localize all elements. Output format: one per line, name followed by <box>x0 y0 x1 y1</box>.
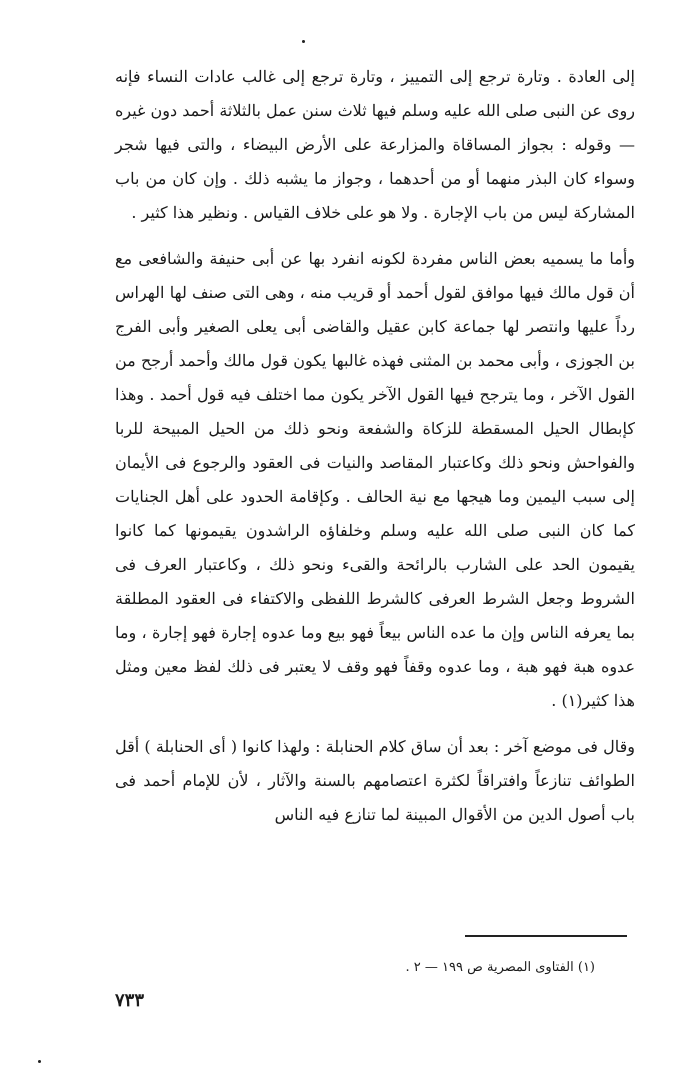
top-dot <box>302 40 305 43</box>
footnote: (١) الفتاوى المصرية ص ١٩٩ — ٢ . <box>405 960 595 975</box>
footnote-divider <box>465 935 627 937</box>
page-number: ٧٣٣ <box>115 990 145 1011</box>
paragraph-2: وأما ما يسميه بعض الناس مفردة لكونه انفرد بها عن أبى حنيفة والشافعى مع أن قول مالك فيها موافق لقول أحمد أو قريب منه ، وهى التى صنف لها الهراس رداً عليها وانتصر لها جماعة كابن عقيل والقاضى أبى يعلى الصغير وأبى الفرج بن الجوزى ، وأبى محمد بن المثنى فهذه غالبها يكون قول مالك وأحمد أرجح من القول الآخر ، وما يترجح فيها القول الآخر يكون مما اختلف فيه قول أحمد . وهذا كإبطال الحيل المسقطة للزكاة والشفعة ونحو ذلك من الحيل المبيحة للربا والفواحش ونحو ذلك وكاعتبار المقاصد والنيات فى العقود والرجوع فى الأيمان إلى سبب اليمين وما هيجها مع نية الحالف . وكإقامة الحدود على أهل الجنايات كما كان النبى صلى الله عليه وسلم وخلفاؤه الراشدون يقيمونها كما كانوا يقيمون الحد على الشارب بالرائحة والقىء ونحو ذلك ، وكاعتبار العرف فى الشروط وجعل الشرط العرفى كالشرط اللفظى والاكتفاء فى العقود المطلقة بما يعرفه الناس وإن ما عده الناس بيعاً فهو بيع وما عدوه إجارة فهو إجارة ، وما عدوه هبة فهو هبة ، وما عدوه وقفاً فهو وقف لا يعتبر فى ذلك لفظ معين ومثل هذا كثير(١) . <box>115 249 635 710</box>
paragraph-3: وقال فى موضع آخر : بعد أن ساق كلام الحنابلة : ولهذا كانوا ( أى الحنابلة ) أقل الطوائف تنازعاً وافتراقاً لكثرة اعتصامهم بالسنة والآثار ، لأن للإمام أحمد فى باب أصول الدين من الأقوال المبينة لما تنازع فيه الناس <box>115 737 635 824</box>
page-body <box>115 60 635 832</box>
bottom-dot <box>38 1060 41 1063</box>
paragraph-1: إلى العادة . وتارة ترجع إلى التمييز ، وتارة ترجع إلى غالب عادات النساء فإنه روى عن النبى صلى الله عليه وسلم فيها ثلاث سنن عمل بالثلاثة أحمد دون غيره — وقوله : بجواز المساقاة والمزارعة على الأرض البيضاء ، والتى فيها شجر وسواء كان البذر منهما أو من أحدهما ، وجواز ما يشبه ذلك . وإن كان من باب المشاركة ليس من باب الإجارة . ولا هو على خلاف القياس . ونظير هذا كثير . <box>115 67 635 222</box>
